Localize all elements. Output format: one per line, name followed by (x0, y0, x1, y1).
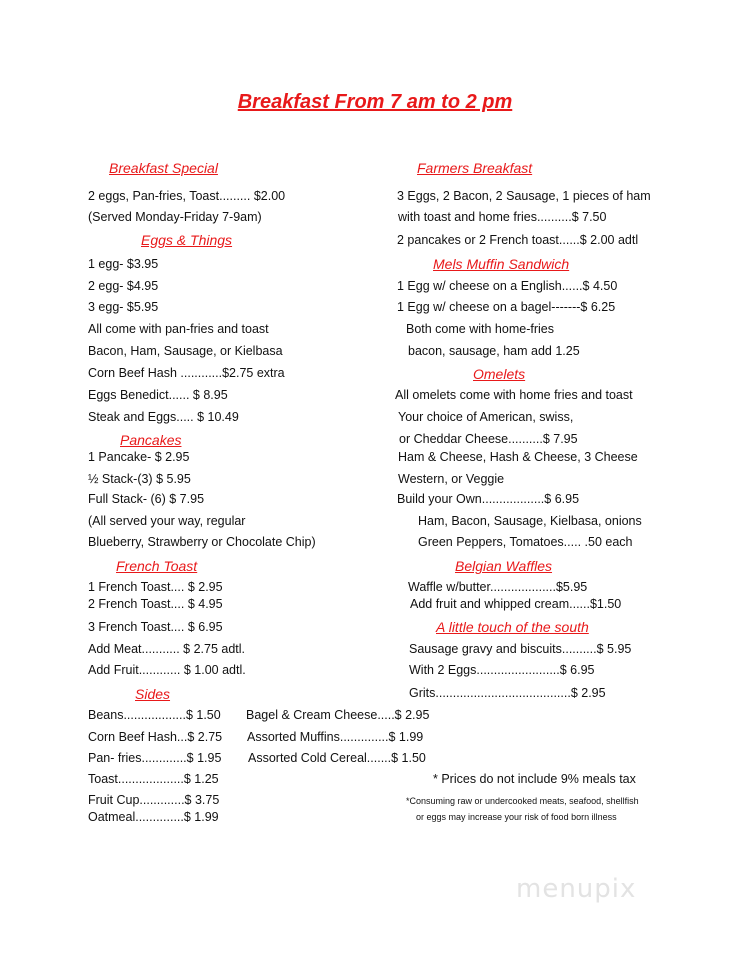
left-line: Add Meat........... $ 2.75 adtl. (88, 642, 246, 656)
left-line: 3 French Toast.... $ 6.95 (88, 620, 223, 634)
right-line: All omelets come with home fries and toast (395, 388, 633, 402)
right-line: or Cheddar Cheese..........$ 7.95 (399, 432, 578, 446)
right-line: Grits.......................................$ 2.95 (409, 686, 606, 700)
heading-pancakes: Pancakes (120, 432, 182, 448)
left-line: Corn Beef Hash ............$2.75 extra (88, 366, 285, 380)
right-line: bacon, sausage, ham add 1.25 (408, 344, 580, 358)
heading-farmers-breakfast: Farmers Breakfast (417, 160, 533, 176)
left-line: Add Fruit............ $ 1.00 adtl. (88, 663, 246, 677)
right-line: Ham, Bacon, Sausage, Kielbasa, onions (418, 514, 642, 528)
left-line: Blueberry, Strawberry or Chocolate Chip) (88, 535, 316, 549)
right-line: 2 pancakes or 2 French toast......$ 2.00 adtl (397, 233, 639, 247)
tax-note: * Prices do not include 9% meals tax (433, 772, 636, 786)
left-line: (Served Monday-Friday 7-9am) (88, 210, 262, 224)
left-line: Full Stack- (6) $ 7.95 (88, 492, 205, 506)
left-line: 2 French Toast.... $ 4.95 (88, 597, 223, 611)
right-line: with toast and home fries..........$ 7.50 (398, 210, 607, 224)
left-line: 2 egg- $4.95 (88, 279, 159, 293)
side-item: Oatmeal..............$ 1.99 (88, 810, 219, 824)
heading-eggs-things: Eggs & Things (141, 232, 233, 248)
left-line: Bacon, Ham, Sausage, or Kielbasa (88, 344, 283, 358)
side-item: Toast...................$ 1.25 (88, 772, 219, 786)
left-line: 2 eggs, Pan-fries, Toast......... $2.00 (88, 189, 286, 203)
right-line: 1 Egg w/ cheese on a bagel-------$ 6.25 (397, 300, 616, 314)
left-line: Eggs Benedict...... $ 8.95 (88, 388, 228, 402)
left-line: All come with pan-fries and toast (88, 322, 269, 336)
right-line: With 2 Eggs........................$ 6.95 (409, 663, 595, 677)
side-item: Fruit Cup.............$ 3.75 (88, 793, 220, 807)
left-line: 3 egg- $5.95 (88, 300, 159, 314)
consumption-warning: *Consuming raw or undercooked meats, seafood, shellfish (406, 796, 639, 806)
right-line: Build your Own..................$ 6.95 (397, 492, 580, 506)
right-line: Ham & Cheese, Hash & Cheese, 3 Cheese (398, 450, 638, 464)
right-line: Sausage gravy and biscuits..........$ 5.95 (409, 642, 632, 656)
left-line: 1 French Toast.... $ 2.95 (88, 580, 223, 594)
right-line: Add fruit and whipped cream......$1.50 (410, 597, 622, 611)
heading-breakfast-special: Breakfast Special (109, 160, 218, 176)
right-line: Both come with home-fries (406, 322, 554, 336)
right-line: Green Peppers, Tomatoes..... .50 each (418, 535, 633, 549)
heading-south: A little touch of the south (436, 619, 589, 635)
left-line: (All served your way, regular (88, 514, 246, 528)
right-line: Western, or Veggie (398, 472, 505, 486)
side-item: Corn Beef Hash...$ 2.75 (88, 730, 223, 744)
left-line: ½ Stack-(3) $ 5.95 (88, 472, 191, 486)
side-item: Beans..................$ 1.50 (88, 708, 221, 722)
menu-title: Breakfast From 7 am to 2 pm (237, 91, 513, 113)
heading-omelets: Omelets (473, 366, 526, 382)
right-line: Waffle w/butter...................$5.95 (408, 580, 588, 594)
heading-belgian-waffles: Belgian Waffles (455, 558, 553, 574)
side-item: Pan- fries.............$ 1.95 (88, 751, 222, 765)
left-line: 1 Pancake- $ 2.95 (88, 450, 190, 464)
left-line: 1 egg- $3.95 (88, 257, 159, 271)
side-item: Assorted Muffins..............$ 1.99 (247, 730, 424, 744)
side-item: Bagel & Cream Cheese.....$ 2.95 (246, 708, 430, 722)
consumption-warning: or eggs may increase your risk of food born illness (416, 812, 617, 822)
left-line: Steak and Eggs..... $ 10.49 (88, 410, 239, 424)
side-item: Assorted Cold Cereal.......$ 1.50 (248, 751, 426, 765)
heading-sides: Sides (135, 686, 171, 702)
watermark-logo: menupix (516, 874, 637, 904)
right-line: 3 Eggs, 2 Bacon, 2 Sausage, 1 pieces of ham (397, 189, 651, 203)
right-line: 1 Egg w/ cheese on a English......$ 4.50 (397, 279, 618, 293)
heading-french-toast: French Toast (116, 558, 198, 574)
right-line: Your choice of American, swiss, (398, 410, 574, 424)
heading-mels-muffin: Mels Muffin Sandwich (433, 256, 570, 272)
